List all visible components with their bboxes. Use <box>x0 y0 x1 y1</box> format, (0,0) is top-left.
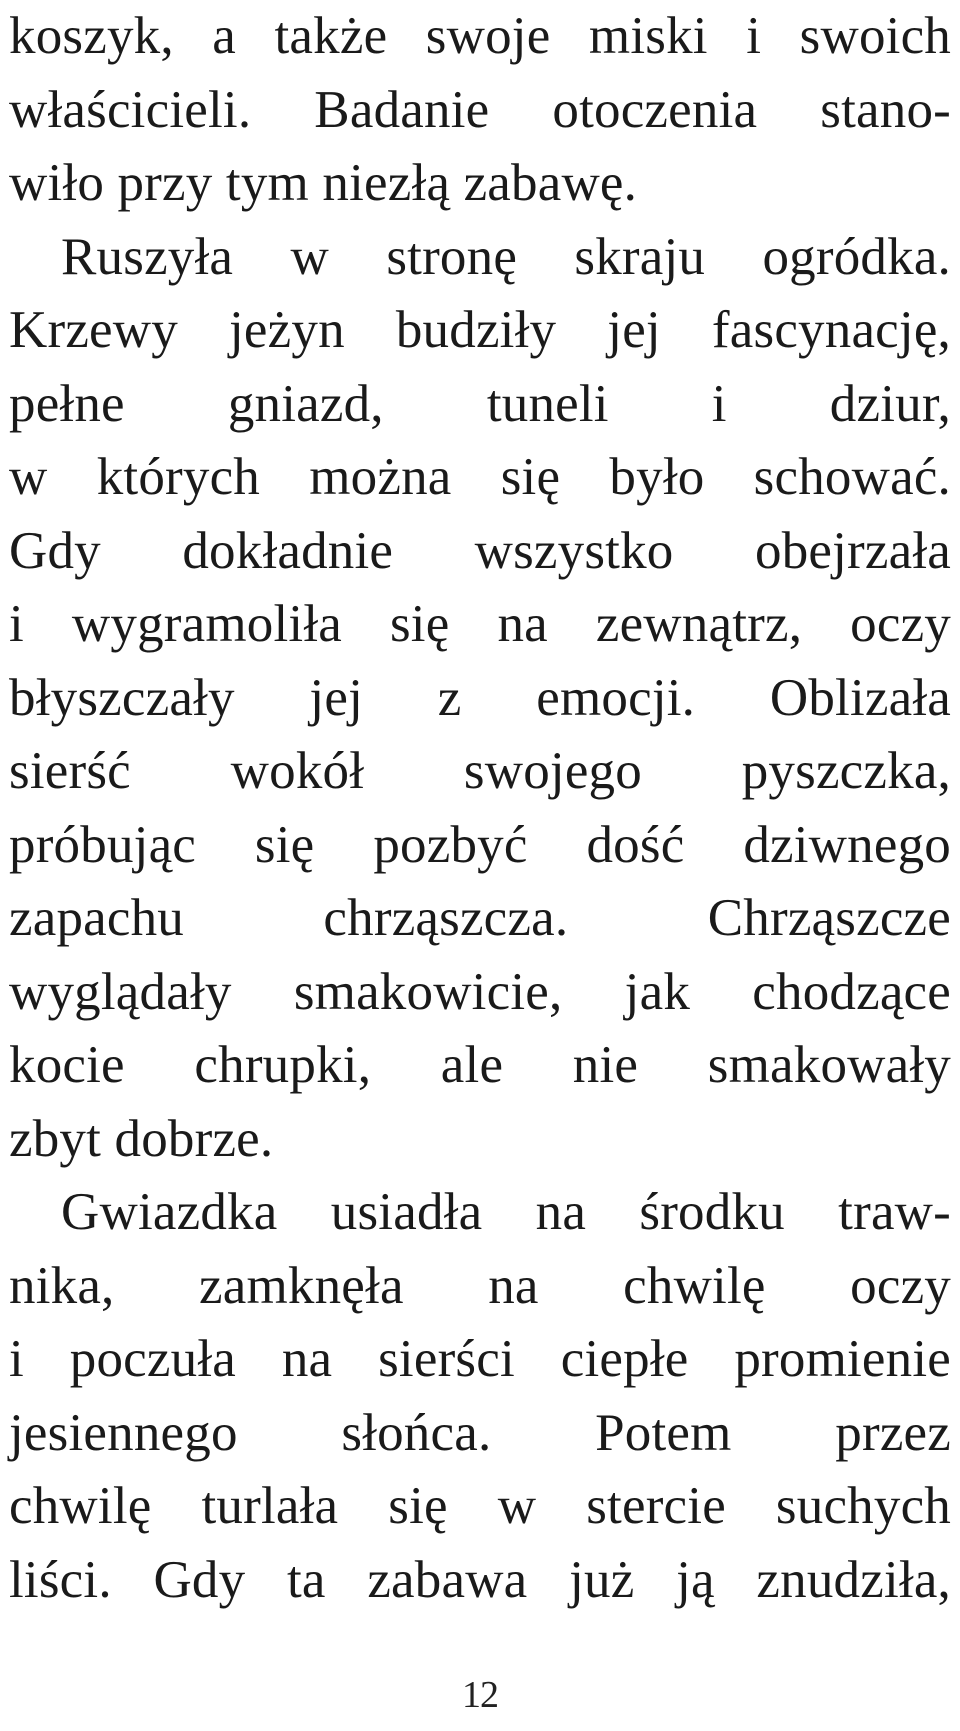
text-line: i poczuła na sierści ciepłe promienie <box>9 1330 951 1388</box>
text-line: zapachu chrząszcza. Chrząszcze <box>9 889 951 947</box>
text-line: kocie chrupki, ale nie smakowały <box>9 1036 951 1094</box>
text-line: właścicieli. Badanie otoczenia stano- <box>9 80 951 139</box>
text-line: zbyt dobrze. <box>9 1109 274 1168</box>
text-line: sierść wokół swojego pyszczka, <box>9 742 951 800</box>
page-number: 12 <box>462 1674 498 1716</box>
text-line: jesiennego słońca. Potem przez <box>9 1403 951 1462</box>
text-line: Krzewy jeżyn budziły jej fascynację, <box>9 301 951 359</box>
text-line: próbując się pozbyć dość dziwnego <box>9 815 951 874</box>
text-line: i wygramoliła się na zewnątrz, oczy <box>9 595 951 653</box>
text-line: pełne gniazd, tuneli i dziur, <box>9 374 951 433</box>
text-line: Gdy dokładnie wszystko obejrzała <box>9 521 951 580</box>
paragraph-start-line: Gwiazdka usiadła na środku traw- <box>61 1183 951 1241</box>
text-line: wyglądały smakowicie, jak chodzące <box>9 962 951 1021</box>
text-line: chwilę turlała się w stercie suchych <box>9 1477 951 1535</box>
text-line: koszyk, a także swoje miski i swoich <box>9 7 951 65</box>
text-line: wiło przy tym niezłą zabawę. <box>9 154 638 212</box>
text-line: nika, zamknęła na chwilę oczy <box>9 1256 951 1315</box>
page-body <box>9 0 951 1617</box>
text-line: błyszczały jej z emocji. Oblizała <box>9 668 951 727</box>
paragraph-start-line: Ruszyła w stronę skraju ogródka. <box>61 227 951 286</box>
text-line: w których można się było schować. <box>9 448 951 506</box>
text-line: liści. Gdy ta zabawa już ją znudziła, <box>9 1550 951 1609</box>
